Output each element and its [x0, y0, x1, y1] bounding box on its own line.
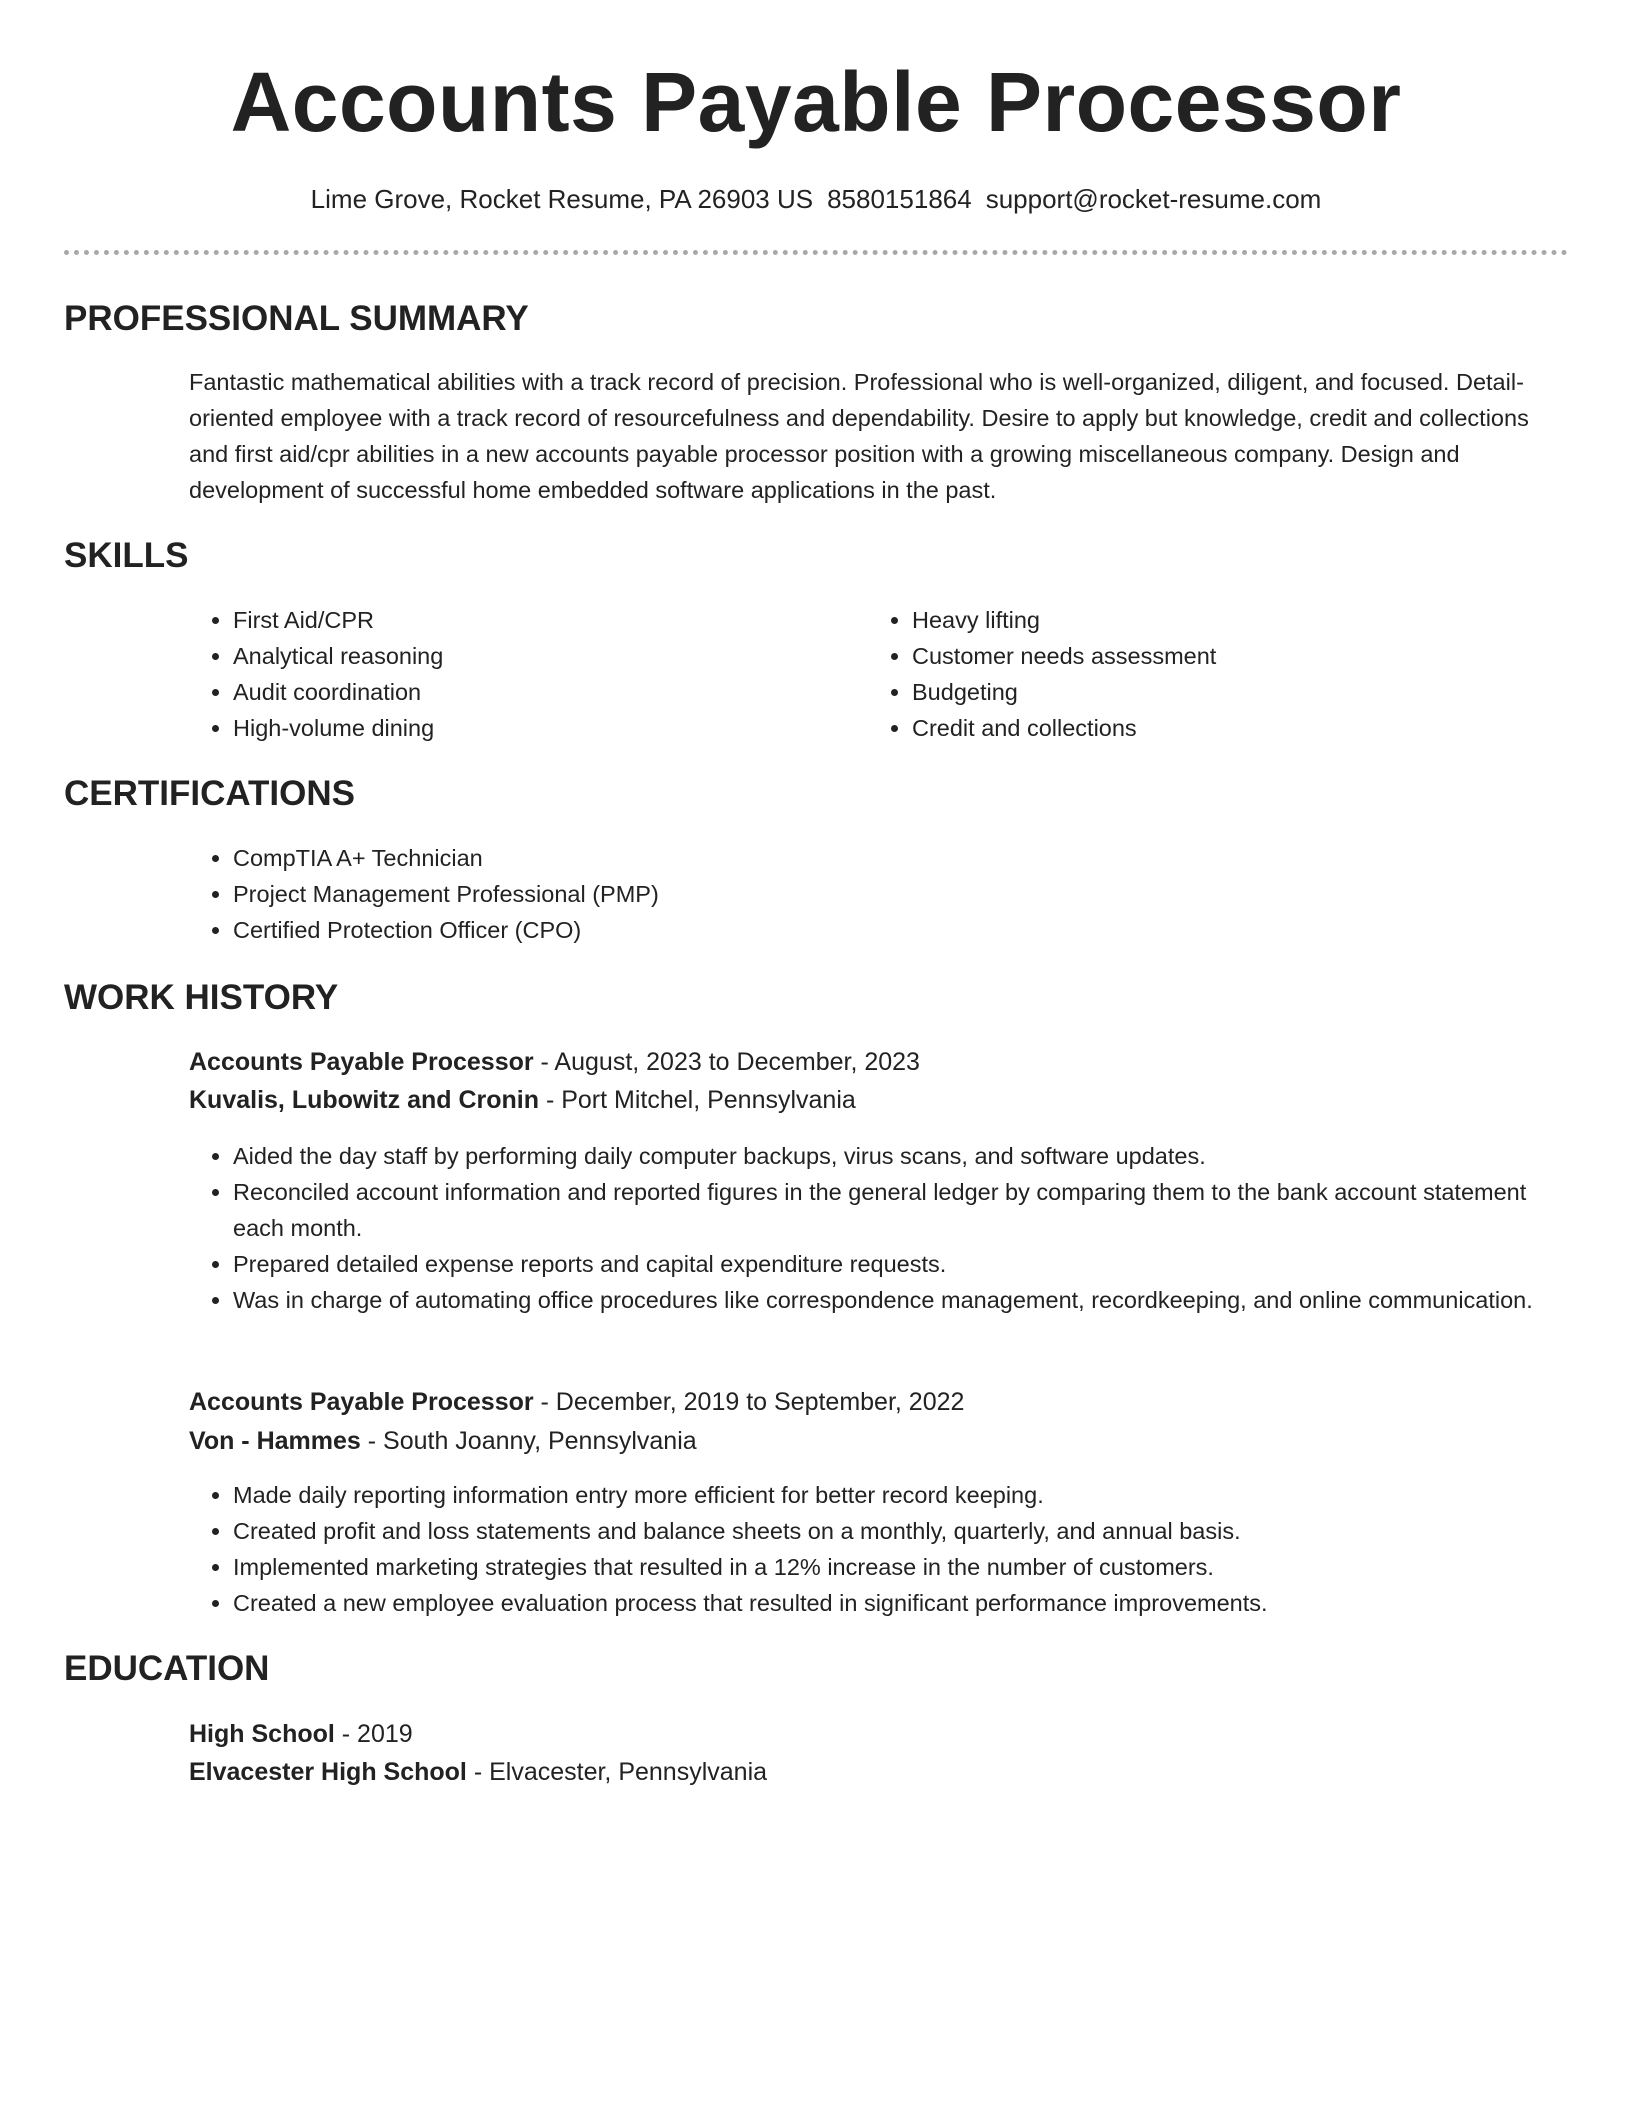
list-item: • Analytical reasoning — [233, 638, 853, 674]
certifications-list — [189, 840, 1533, 948]
job-1-role: Accounts Payable Processor — [189, 1048, 534, 1076]
list-item: • High-volume dining — [233, 710, 853, 746]
list-item: • Created profit and loss statements and balance sheets on a monthly, quarterly, and annual basis. — [233, 1513, 1593, 1549]
education-degree-line — [189, 1716, 413, 1752]
job-1-bullets — [189, 1138, 1563, 1318]
list-item: • Was in charge of automating office procedures like correspondence management, recordkeeping, and online communication. — [233, 1282, 1563, 1318]
section-title-work-history: WORK HISTORY — [64, 978, 339, 1017]
section-title-certifications: CERTIFICATIONS — [64, 774, 356, 813]
section-title-education: EDUCATION — [64, 1649, 270, 1688]
contact-address: Lime Grove, Rocket Resume, PA 26903 US — [310, 184, 814, 214]
skills-list-left — [189, 602, 853, 746]
job-1-title-line — [189, 1044, 920, 1080]
list-item: • First Aid/CPR — [233, 602, 853, 638]
list-item: • Project Management Professional (PMP) — [233, 876, 1533, 912]
job-1-company-line — [189, 1082, 856, 1118]
section-title-summary: PROFESSIONAL SUMMARY — [64, 299, 529, 338]
list-item: • Implemented marketing strategies that resulted in a 12% increase in the number of customers. — [233, 1549, 1593, 1585]
job-1-location: - Port Mitchel, Pennsylvania — [539, 1086, 856, 1114]
job-2-title-line — [189, 1384, 964, 1420]
education-school-line — [189, 1754, 767, 1790]
contact-line — [0, 182, 1632, 216]
candidate-name: Accounts Payable Processor — [230, 55, 1402, 149]
list-item: • Aided the day staff by performing daily computer backups, virus scans, and software updates. — [233, 1138, 1563, 1174]
education-location: - Elvacester, Pennsylvania — [466, 1758, 768, 1786]
job-2-location: - South Joanny, Pennsylvania — [360, 1427, 697, 1455]
job-2-dates: - December, 2019 to September, 2022 — [533, 1388, 965, 1416]
list-item: • Prepared detailed expense reports and capital expenditure requests. — [233, 1246, 1563, 1282]
job-2-company-line — [189, 1423, 697, 1459]
job-1-dates: - August, 2023 to December, 2023 — [533, 1048, 920, 1076]
job-2-role: Accounts Payable Processor — [189, 1388, 534, 1416]
list-item: • Budgeting — [912, 674, 1562, 710]
skills-list-right — [868, 602, 1562, 746]
education-degree: High School — [189, 1720, 335, 1748]
list-item: • Heavy lifting — [912, 602, 1562, 638]
list-item: • CompTIA A+ Technician — [233, 840, 1533, 876]
list-item: • Credit and collections — [912, 710, 1562, 746]
job-1-company: Kuvalis, Lubowitz and Cronin — [189, 1086, 539, 1114]
education-school: Elvacester High School — [189, 1758, 467, 1786]
list-item: • Reconciled account information and reported figures in the general ledger by comparing them to the bank account statement each month. — [233, 1174, 1563, 1246]
job-2-company: Von - Hammes — [189, 1427, 361, 1455]
list-item: • Audit coordination — [233, 674, 853, 710]
header-divider — [64, 250, 1568, 255]
list-item: • Customer needs assessment — [912, 638, 1562, 674]
list-item: • Certified Protection Officer (CPO) — [233, 912, 1533, 948]
summary-text: Fantastic mathematical abilities with a track record of precision. Professional who is well-organized, diligent, and focused. Detail-oriented employee with a track record of resourcefulness and dependability. Desire to apply but knowledge, credit and collections and first aid/cpr abilities in a new accounts payable processor position with a growing miscellaneous company. Design and development of successful home embedded software applications in the past. — [189, 369, 1529, 503]
job-2-bullets — [189, 1477, 1593, 1621]
education-year: - 2019 — [334, 1720, 413, 1748]
list-item: • Made daily reporting information entry more efficient for better record keeping. — [233, 1477, 1593, 1513]
contact-email: support@rocket-resume.com — [985, 184, 1322, 214]
list-item: • Created a new employee evaluation process that resulted in significant performance improvements. — [233, 1585, 1593, 1621]
section-title-skills: SKILLS — [64, 536, 189, 575]
contact-phone: 8580151864 — [827, 184, 972, 214]
